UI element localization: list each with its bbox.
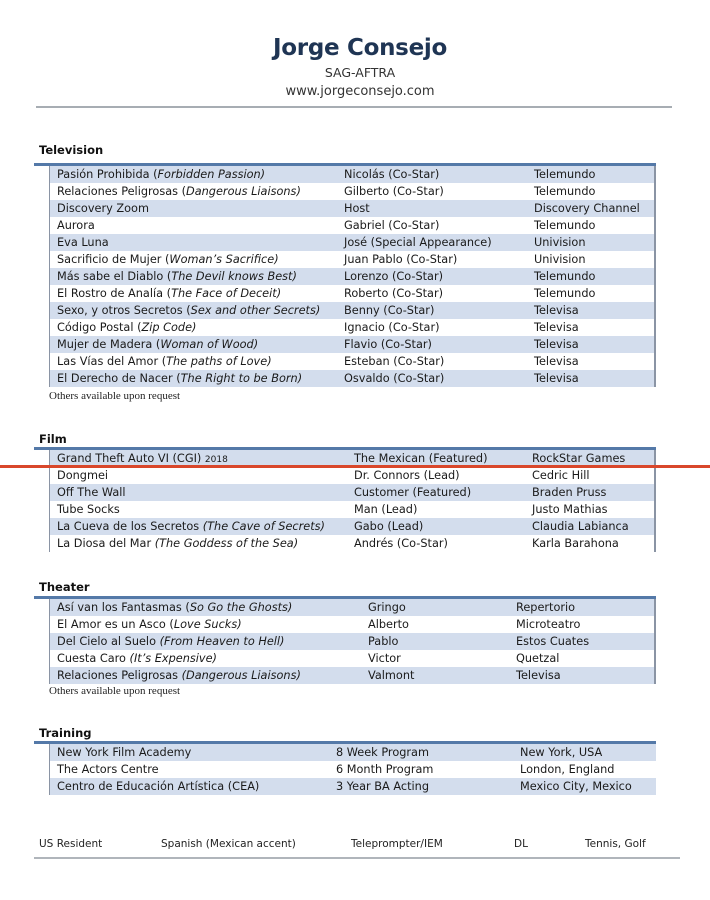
credit-title (50, 650, 368, 667)
title-english: The paths of Love) (166, 355, 272, 368)
title-original: Sacrificio de Mujer ( (57, 253, 170, 266)
credit-company: Telemundo (534, 219, 596, 232)
theater-note: Others available upon request (49, 685, 181, 697)
credit-title (50, 599, 368, 616)
credit-role: Valmont (368, 669, 415, 682)
title-original: El Derecho de Nacer ( (57, 372, 181, 385)
table-row (50, 484, 654, 501)
credit-company: Univision (534, 236, 586, 249)
credit-role: Ignacio (Co-Star) (344, 321, 440, 334)
table-row (50, 633, 654, 650)
credit-company: Karla Barahona (532, 537, 619, 550)
training-location: Mexico City, Mexico (520, 780, 632, 793)
section-title-training: Training (39, 726, 92, 740)
table-row (50, 200, 654, 217)
credit-company: Televisa (534, 355, 579, 368)
section-title-theater: Theater (39, 580, 90, 594)
actor-name: Jorge Consejo (273, 35, 447, 61)
credit-role: Gilberto (Co-Star) (344, 185, 444, 198)
title-english: Love Sucks) (173, 618, 242, 631)
title-english: (The Goddess of the Sea) (154, 537, 299, 550)
credit-role: Pablo (368, 635, 399, 648)
credit-role: Roberto (Co-Star) (344, 287, 444, 300)
credit-role: Gabo (Lead) (354, 520, 424, 533)
table-row (50, 518, 654, 535)
credit-title (50, 166, 344, 183)
credit-role: Flavio (Co-Star) (344, 338, 432, 351)
title-original: Del Cielo al Suelo (57, 635, 160, 648)
table-row (50, 319, 654, 336)
table-row (50, 650, 654, 667)
title-english: The Devil knows Best) (171, 270, 297, 283)
credit-title (50, 319, 344, 336)
skill-license: DL (514, 838, 528, 850)
training-program: 3 Year BA Acting (336, 780, 429, 793)
title-original: Relaciones Peligrosas (57, 669, 182, 682)
title-original: Sexo, y otros Secretos ( (57, 304, 191, 317)
credit-title (50, 217, 344, 234)
credit-company: Televisa (534, 304, 579, 317)
title-english: (The Cave of Secrets) (202, 520, 325, 533)
title-english: Zip Code) (141, 321, 197, 334)
table-row (50, 616, 654, 633)
title-original: Cuesta Caro (57, 652, 130, 665)
header-divider (36, 106, 672, 108)
training-program: 6 Month Program (336, 763, 434, 776)
credit-title (50, 234, 344, 251)
credit-company: Televisa (534, 338, 579, 351)
title-english: (From Heaven to Hell) (159, 635, 285, 648)
title-english: So Go the Ghosts) (189, 601, 293, 614)
credit-role: Nicolás (Co-Star) (344, 168, 440, 181)
title-original: Las Vías del Amor ( (57, 355, 167, 368)
credit-title (50, 268, 344, 285)
title-english: Sex and other Secrets) (190, 304, 321, 317)
title-original: El Amor es un Asco ( (57, 618, 174, 631)
credit-company: Quetzal (516, 652, 560, 665)
section-title-television: Television (39, 143, 104, 157)
credit-role: Alberto (368, 618, 409, 631)
credit-title (50, 467, 354, 484)
credit-company: Cedric Hill (532, 469, 590, 482)
credit-title (50, 501, 354, 518)
skill-sports: Tennis, Golf (585, 838, 646, 850)
table-row (50, 166, 654, 183)
title-original: Aurora (57, 219, 95, 232)
credit-company: Microteatro (516, 618, 581, 631)
credit-company: Telemundo (534, 185, 596, 198)
credit-role: Customer (Featured) (354, 486, 472, 499)
credit-role: The Mexican (Featured) (354, 452, 488, 465)
credit-role: Andrés (Co-Star) (354, 537, 448, 550)
credit-role: José (Special Appearance) (344, 236, 492, 249)
table-row (50, 761, 656, 778)
television-rows (49, 166, 656, 387)
title-english: Woman of Wood) (160, 338, 259, 351)
title-original: Relaciones Peligrosas ( (57, 185, 187, 198)
credit-title (50, 633, 368, 650)
credit-company: Telemundo (534, 168, 596, 181)
credit-company: Telemundo (534, 270, 596, 283)
credit-title (50, 535, 354, 552)
credit-title (50, 370, 344, 387)
skill-equipment: Teleprompter/IEM (351, 838, 443, 850)
table-row (50, 599, 654, 616)
table-row (50, 183, 654, 200)
training-rows (49, 744, 656, 795)
credit-role: Lorenzo (Co-Star) (344, 270, 444, 283)
title-original: Dongmei (57, 469, 109, 482)
resume-header (0, 34, 710, 101)
annotation-red-line (0, 465, 710, 468)
credit-title (50, 183, 344, 200)
credit-title (50, 336, 344, 353)
training-location: London, England (520, 763, 615, 776)
title-original: La Diosa del Mar (57, 537, 155, 550)
table-row (50, 467, 654, 484)
title-english: The Face of Deceit) (171, 287, 282, 300)
credit-title (50, 518, 354, 535)
title-original: Eva Luna (57, 236, 109, 249)
credit-role: Juan Pablo (Co-Star) (344, 253, 458, 266)
television-note: Others available upon request (49, 390, 181, 402)
credit-title (50, 667, 368, 684)
table-row (50, 535, 654, 552)
credit-title (50, 251, 344, 268)
section-title-film: Film (39, 432, 67, 446)
credit-role: Gringo (368, 601, 406, 614)
credit-role: Dr. Connors (Lead) (354, 469, 460, 482)
credit-company: Telemundo (534, 287, 596, 300)
table-row (50, 285, 654, 302)
title-original: Más sabe el Diablo ( (57, 270, 172, 283)
credit-company: Televisa (516, 669, 561, 682)
title-original: El Rostro de Analía ( (57, 287, 172, 300)
title-original: Pasión Prohibida ( (57, 168, 158, 181)
table-row (50, 778, 656, 795)
theater-rows (49, 599, 656, 684)
title-original: Grand Theft Auto VI (CGI) (57, 452, 205, 465)
credit-role: Host (344, 202, 370, 215)
training-program: 8 Week Program (336, 746, 429, 759)
credit-title (50, 353, 344, 370)
skill-language: Spanish (Mexican accent) (161, 838, 296, 850)
credit-role: Esteban (Co-Star) (344, 355, 445, 368)
credit-title (50, 200, 344, 217)
table-row (50, 302, 654, 319)
title-year: 2018 (204, 455, 228, 465)
credit-company: Repertorio (516, 601, 576, 614)
title-original: Tube Socks (57, 503, 120, 516)
training-school: Centro de Educación Artística (CEA) (57, 780, 260, 793)
credit-company: Estos Cuates (516, 635, 590, 648)
table-row (50, 667, 654, 684)
credit-title (50, 484, 354, 501)
skill-residency: US Resident (39, 838, 103, 850)
credit-company: Televisa (534, 372, 579, 385)
credit-company: Claudia Labianca (532, 520, 629, 533)
credit-title (50, 285, 344, 302)
union-affiliation: SAG-AFTRA (324, 65, 396, 80)
table-row (50, 353, 654, 370)
credit-company: Univision (534, 253, 586, 266)
title-original: Código Postal ( (57, 321, 142, 334)
credit-title (50, 616, 368, 633)
title-original: La Cueva de los Secretos (57, 520, 203, 533)
credit-company: RockStar Games (532, 452, 626, 465)
table-row (50, 268, 654, 285)
table-row (50, 234, 654, 251)
credit-company: Discovery Channel (534, 202, 640, 215)
title-original: Off The Wall (57, 486, 126, 499)
title-original: Así van los Fantasmas ( (57, 601, 190, 614)
credit-role: Benny (Co-Star) (344, 304, 435, 317)
title-english: The Right to be Born) (180, 372, 303, 385)
table-row (50, 370, 654, 387)
credit-title (50, 302, 344, 319)
table-row (50, 744, 656, 761)
training-location: New York, USA (520, 746, 603, 759)
title-original: Discovery Zoom (57, 202, 149, 215)
credit-role: Gabriel (Co-Star) (344, 219, 440, 232)
title-english: Forbidden Passion) (157, 168, 266, 181)
credit-role: Man (Lead) (354, 503, 418, 516)
training-school: The Actors Centre (57, 763, 159, 776)
training-school: New York Film Academy (57, 746, 192, 759)
title-english: (Dangerous Liaisons) (181, 669, 301, 682)
table-row (50, 336, 654, 353)
title-english: Dangerous Liaisons) (186, 185, 301, 198)
title-english: Woman’s Sacrifice) (169, 253, 279, 266)
footer-divider (34, 857, 680, 859)
title-original: Mujer de Madera ( (57, 338, 161, 351)
title-english: (It’s Expensive) (129, 652, 217, 665)
credit-company: Televisa (534, 321, 579, 334)
credit-company: Braden Pruss (532, 486, 607, 499)
credit-role: Osvaldo (Co-Star) (344, 372, 445, 385)
table-row (50, 217, 654, 234)
table-row (50, 251, 654, 268)
website-link[interactable]: www.jorgeconsejo.com (285, 84, 435, 99)
credit-role: Victor (368, 652, 401, 665)
table-row (50, 501, 654, 518)
credit-company: Justo Mathias (532, 503, 608, 516)
